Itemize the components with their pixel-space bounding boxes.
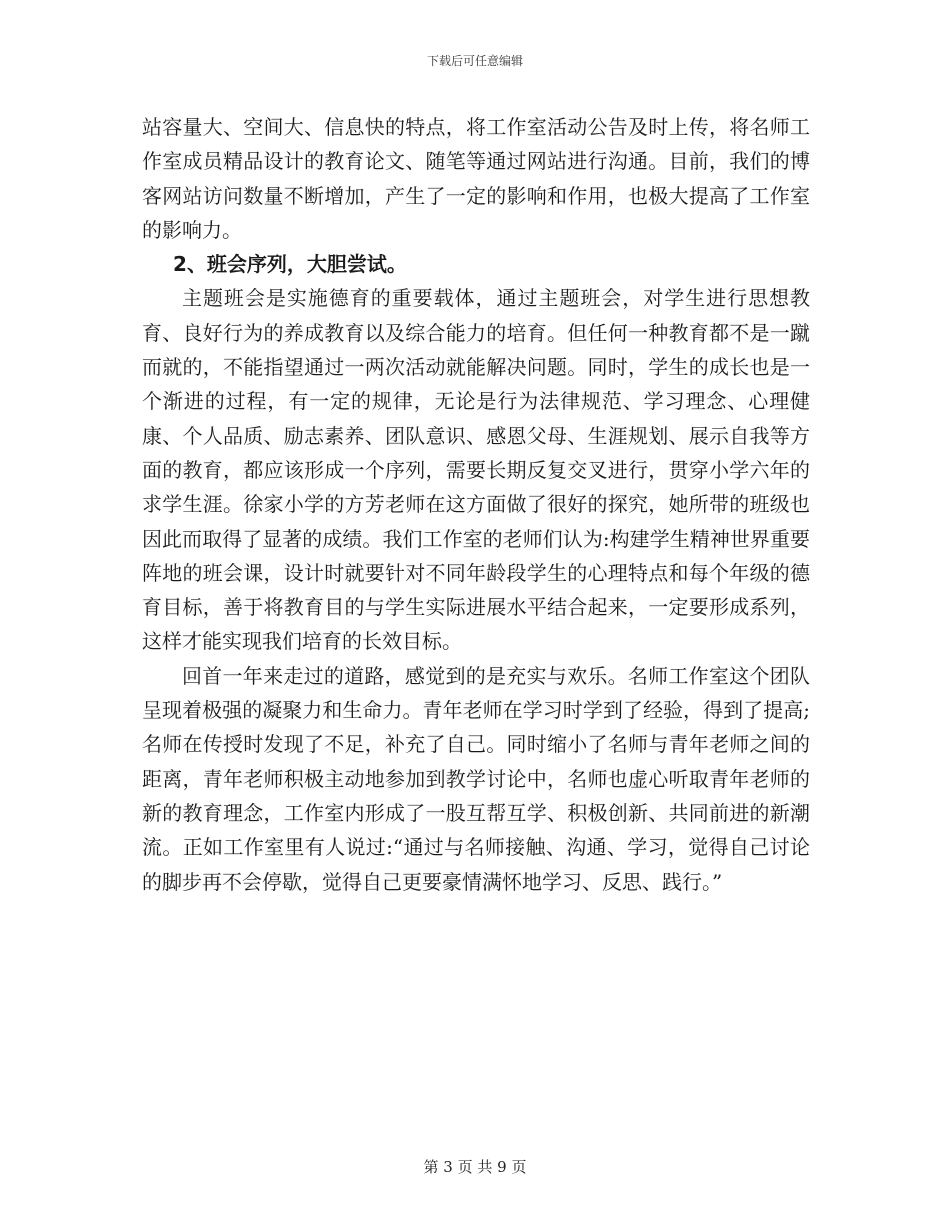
- paragraph-3: 回首一年来走过的道路，感觉到的是充实与欢乐。名师工作室这个团队呈现着极强的凝聚力和生命力。青年老师在学习时学到了经验，得到了提高;名师在传授时发现了不足，补充了自己。同时缩小了名师与青年老师之间的距离，青年老师积极主动地参加到教学讨论中，名师也虚心听取青年老师的新的教育理念，工作室内形成了一股互帮互学、积极创新、共同前进的新潮流。正如工作室里有人说过:“通过与名师接触、沟通、学习，觉得自己讨论的脚步再不会停歇，觉得自己更要豪情满怀地学习、反思、践行。”: [142, 663, 810, 894]
- paragraph-1: 站容量大、空间大、信息快的特点，将工作室活动公告及时上传，将名师工作室成员精品设计的教育论文、随笔等通过网站进行沟通。目前，我们的博客网站访问数量不断增加，产生了一定的影响和作用，也极大提高了工作室的影响力。: [142, 115, 810, 242]
- page-number: 第 3 页 共 9 页: [423, 1158, 527, 1176]
- paragraph-2: 主题班会是实施德育的重要载体，通过主题班会，对学生进行思想教育、良好行为的养成教育以及综合能力的培育。但任何一种教育都不是一蹴而就的，不能指望通过一两次活动就能解决问题。同时，学生的成长也是一个渐进的过程，有一定的规律，无论是行为法律规范、学习理念、心理健康、个人品质、励志素养、团队意识、感恩父母、生涯规划、展示自我等方面的教育，都应该形成一个序列，需要长期反复交叉进行，贯穿小学六年的求学生涯。徐家小学的方芳老师在这方面做了很好的探究，她所带的班级也因此而取得了显著的成绩。我们工作室的老师们认为:构建学生精神世界重要阵地的班会课，设计时就要针对不同年龄段学生的心理特点和每个年级的德育目标，善于将教育目的与学生实际进展水平结合起来，一定要形成系列，这样才能实现我们培育的长效目标。: [142, 286, 810, 654]
- page-header: 下载后可任意编辑: [426, 54, 523, 68]
- document-body: [142, 110, 810, 899]
- section-heading: 2、班会序列，大胆尝试。: [173, 252, 407, 277]
